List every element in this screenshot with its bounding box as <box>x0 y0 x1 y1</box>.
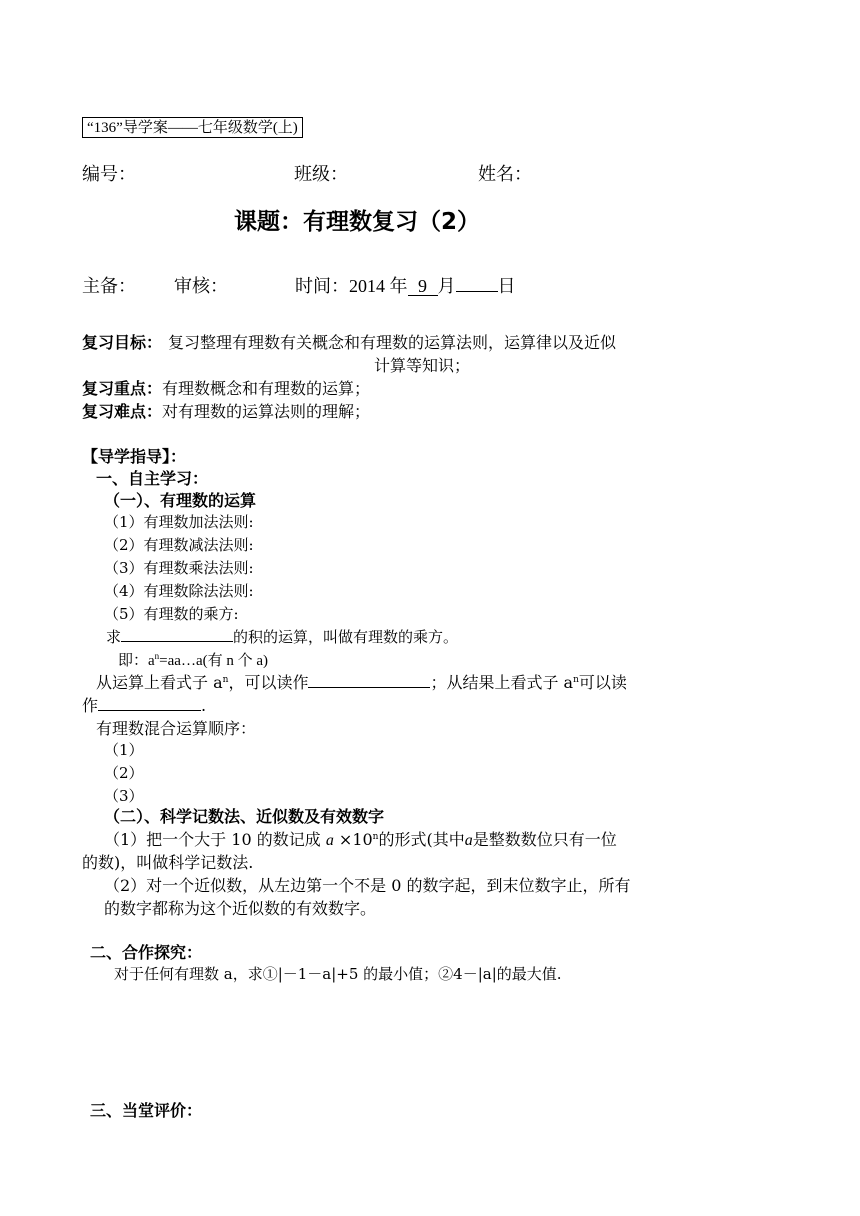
power-def-suffix: 的积的运算，叫做有理数的乘方。 <box>233 628 459 646</box>
series-title-box: “136”导学案——七年级数学(上) <box>82 117 303 138</box>
rule-division: （4）有理数除法法则: <box>104 582 254 600</box>
time-field <box>295 272 516 298</box>
read-line-2 <box>82 693 206 716</box>
page-title: 课题：有理数复习（2） <box>234 209 481 235</box>
number-label: 编号： <box>82 164 136 185</box>
reviewer-label: 审核： <box>174 276 228 297</box>
sci-mid: 的形式(其中 <box>378 830 465 849</box>
read-exponent: n <box>222 675 229 685</box>
sci-times: ×10 <box>338 830 373 849</box>
focus-text: 有理数概念和有理数的运算； <box>162 379 371 398</box>
difficulty-label: 复习难点： <box>82 402 163 421</box>
power-def-prefix: 求 <box>106 628 122 646</box>
read2-prefix: 作 <box>82 696 99 715</box>
rule-multiplication: （3）有理数乘法法则: <box>104 559 254 577</box>
goal-text: 复习整理有理数有关概念和有理数的运算法则，运算律以及近似 <box>168 333 617 352</box>
focus-label: 复习重点： <box>82 379 163 398</box>
order-item-2: （2） <box>104 764 144 782</box>
power-def-blank <box>121 641 233 642</box>
rule-addition: （1）有理数加法法则: <box>104 513 254 531</box>
sub2-heading: （二）、科学记数法、近似数及有效数字 <box>104 807 385 826</box>
sci-prefix: （1）把一个大于 10 的数记成 <box>104 830 321 849</box>
read-post: ；从结果上看式子 a <box>430 673 574 692</box>
sci-line-1 <box>104 827 617 850</box>
sci-a: a <box>325 832 334 849</box>
sci-line-2: 的数)，叫做科学记数法. <box>82 853 254 872</box>
day-unit: 日 <box>497 276 516 296</box>
sig-line-2: 的数字都称为这个近似数的有效数字。 <box>104 899 377 918</box>
goal-line <box>82 330 616 353</box>
power-exponent: n <box>154 651 160 661</box>
read-end: 可以读 <box>578 673 627 692</box>
guide-heading: 【导学指导】： <box>82 447 187 466</box>
class-label: 班级： <box>294 164 348 185</box>
focus-line <box>82 376 370 399</box>
sci-suffix: 是整数数位只有一位 <box>472 830 617 849</box>
part3-heading: 三、当堂评价： <box>90 1101 203 1120</box>
difficulty-text: 对有理数的运算法则的理解； <box>162 402 371 421</box>
preparer-label: 主备： <box>82 276 136 297</box>
part2-heading: 二、合作探究： <box>90 943 203 962</box>
order-item-1: （1） <box>104 741 144 759</box>
part2-problem: 对于任何有理数 a，求①|－1－a|+5 的最小值；②4－|a|的最大值. <box>114 965 562 983</box>
time-label: 时间：2014 年 <box>295 276 408 296</box>
name-label: 姓名： <box>478 164 532 185</box>
month-value: 9 <box>408 278 438 296</box>
read-prefix: 从运算上看式子 a <box>96 673 223 692</box>
read-mid: ，可以读作 <box>228 673 309 692</box>
read-blank-2 <box>98 710 201 711</box>
order-heading: 有理数混合运算顺序： <box>96 719 257 738</box>
goal-text-continued: 计算等知识； <box>374 356 471 375</box>
sig-line-1: （2）对一个近似数，从左边第一个不是 0 的数字起，到末位数字止，所有 <box>104 876 631 895</box>
read-exponent-2: n <box>573 675 579 685</box>
part1-heading: 一、自主学习： <box>96 469 209 488</box>
read2-suffix: . <box>201 696 207 715</box>
day-value <box>456 291 498 292</box>
goal-label: 复习目标： <box>82 333 163 352</box>
read-line-1 <box>96 670 627 693</box>
power-definition <box>106 626 458 647</box>
read-blank-1 <box>308 687 430 688</box>
order-item-3: （3） <box>104 787 144 805</box>
sci-a-2: a <box>464 832 473 849</box>
sub1-heading: （一）、有理数的运算 <box>104 491 257 510</box>
rule-subtraction: （2）有理数减法法则: <box>104 536 254 554</box>
sci-exponent: n <box>372 832 379 842</box>
difficulty-line <box>82 399 370 422</box>
power-formula-suffix: =aa…a(有 n 个 a) <box>159 653 269 669</box>
rule-power: （5）有理数的乘方: <box>104 605 239 623</box>
power-formula-prefix: 即：a <box>118 653 155 669</box>
month-unit: 月 <box>437 276 456 296</box>
power-formula <box>118 649 268 670</box>
